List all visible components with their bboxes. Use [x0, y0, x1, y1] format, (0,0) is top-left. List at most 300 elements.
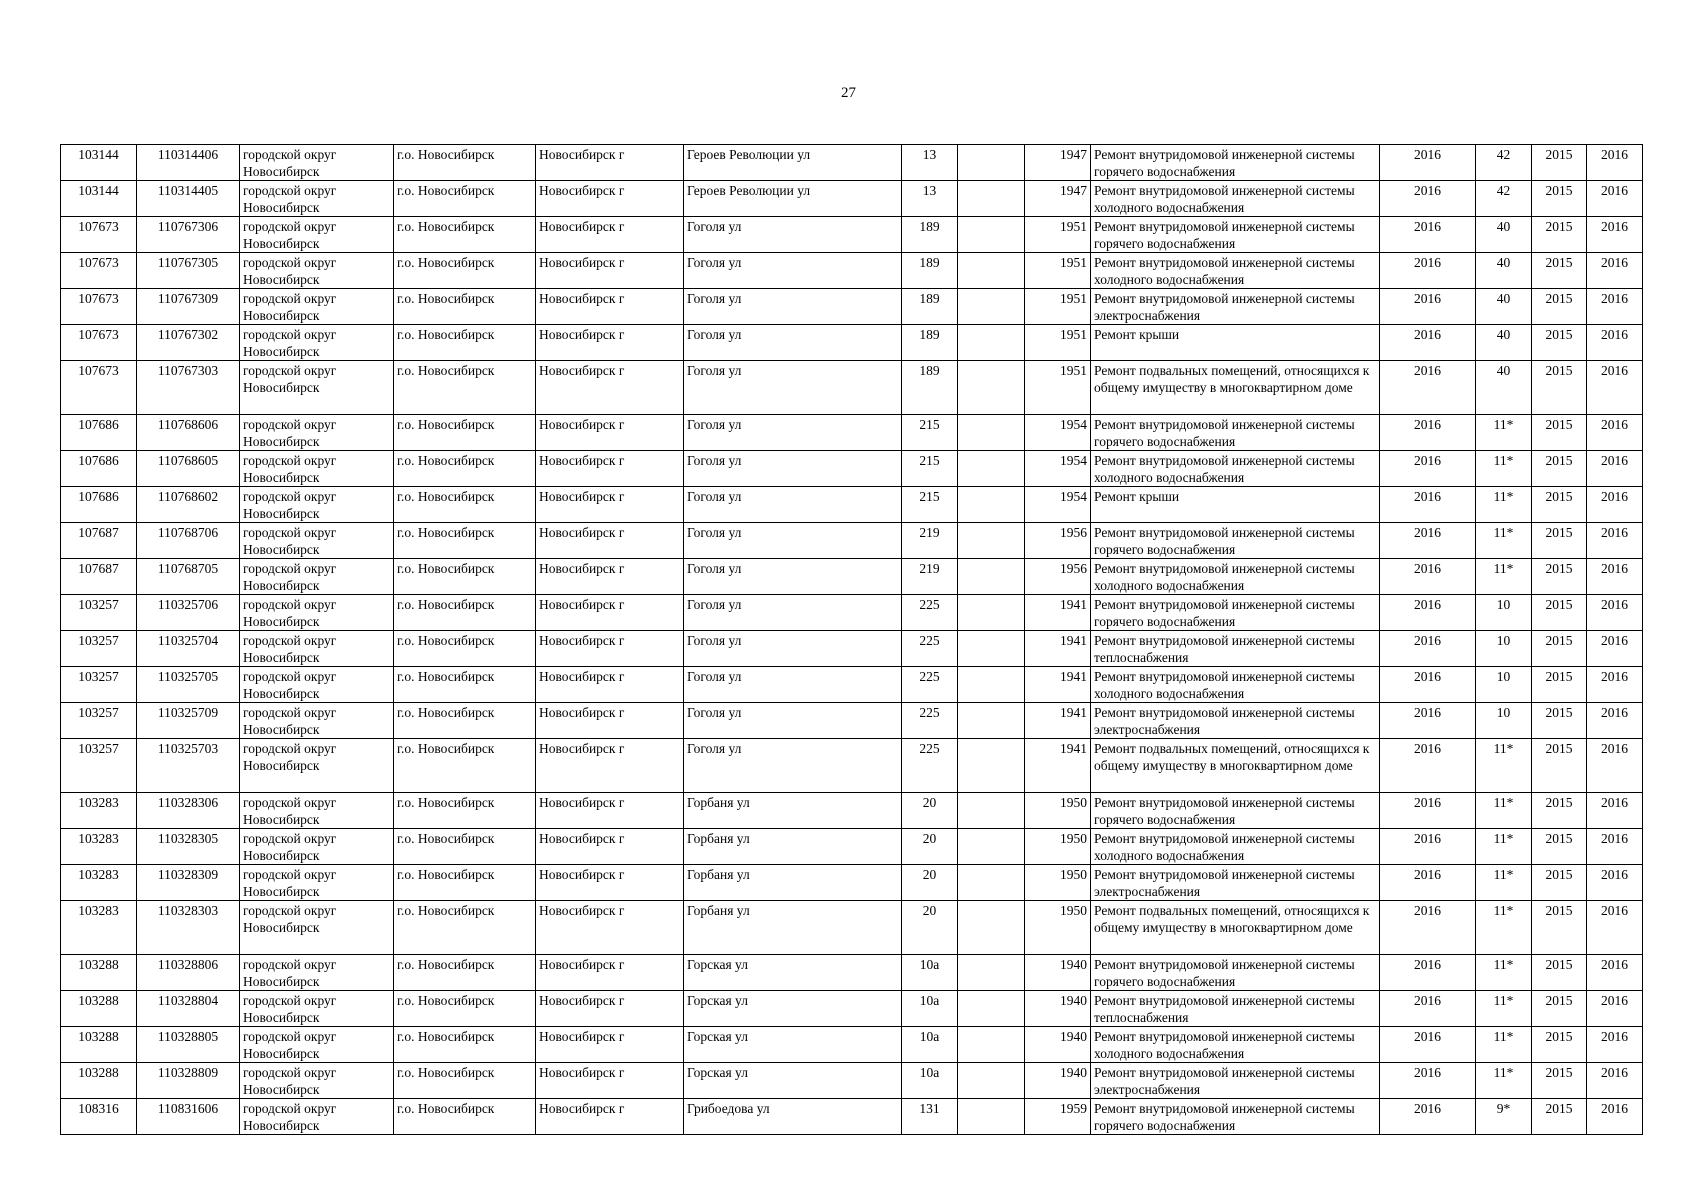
cell-year-built: 1950 [1025, 829, 1091, 865]
cell-wear-percent: 11* [1476, 991, 1532, 1027]
table-body [61, 145, 1643, 1135]
cell-work-type: Ремонт внутридомовой инженерной системы теплоснабжения [1091, 631, 1380, 667]
cell-work-type: Ремонт внутридомовой инженерной системы горячего водоснабжения [1091, 1099, 1380, 1135]
cell-record-id: 110325705 [137, 667, 240, 703]
cell-house-id: 103257 [61, 595, 137, 631]
cell-record-id: 110325704 [137, 631, 240, 667]
cell-house-number: 225 [902, 667, 958, 703]
cell-plan-year: 2016 [1380, 487, 1476, 523]
cell-wear-percent: 9* [1476, 1099, 1532, 1135]
cell-end-year: 2016 [1587, 361, 1643, 415]
cell-street: Гоголя ул [684, 523, 902, 559]
cell-house-id: 103283 [61, 865, 137, 901]
cell-plan-year: 2016 [1380, 631, 1476, 667]
cell-year-built: 1947 [1025, 145, 1091, 181]
cell-house-id: 107673 [61, 253, 137, 289]
cell-street: Горская ул [684, 991, 902, 1027]
cell-work-type: Ремонт внутридомовой инженерной системы электроснабжения [1091, 289, 1380, 325]
table-row [61, 667, 1643, 703]
table-row [61, 559, 1643, 595]
cell-settlement: г.о. Новосибирск [394, 217, 536, 253]
table-row [61, 595, 1643, 631]
cell-settlement: г.о. Новосибирск [394, 559, 536, 595]
cell-record-id: 110768706 [137, 523, 240, 559]
cell-city: Новосибирск г [536, 865, 684, 901]
cell-start-year: 2015 [1532, 523, 1587, 559]
cell-start-year: 2015 [1532, 793, 1587, 829]
cell-building [958, 955, 1025, 991]
cell-street: Гоголя ул [684, 559, 902, 595]
cell-wear-percent: 11* [1476, 901, 1532, 955]
cell-end-year: 2016 [1587, 865, 1643, 901]
cell-building [958, 487, 1025, 523]
cell-settlement: г.о. Новосибирск [394, 523, 536, 559]
cell-house-id: 103144 [61, 181, 137, 217]
table-row [61, 145, 1643, 181]
cell-end-year: 2016 [1587, 901, 1643, 955]
cell-start-year: 2015 [1532, 1063, 1587, 1099]
capital-repair-table [60, 144, 1643, 1135]
cell-building [958, 217, 1025, 253]
cell-wear-percent: 11* [1476, 829, 1532, 865]
cell-year-built: 1941 [1025, 739, 1091, 793]
cell-year-built: 1951 [1025, 217, 1091, 253]
table-row [61, 1099, 1643, 1135]
table-row [61, 487, 1643, 523]
cell-record-id: 110328305 [137, 829, 240, 865]
cell-house-number: 20 [902, 793, 958, 829]
cell-city: Новосибирск г [536, 667, 684, 703]
cell-wear-percent: 10 [1476, 667, 1532, 703]
cell-building [958, 631, 1025, 667]
cell-settlement: г.о. Новосибирск [394, 865, 536, 901]
cell-municipality: городской округ Новосибирск [240, 361, 394, 415]
cell-street: Горская ул [684, 955, 902, 991]
cell-end-year: 2016 [1587, 487, 1643, 523]
cell-plan-year: 2016 [1380, 703, 1476, 739]
cell-house-id: 103283 [61, 901, 137, 955]
cell-house-number: 225 [902, 703, 958, 739]
cell-work-type: Ремонт внутридомовой инженерной системы горячего водоснабжения [1091, 955, 1380, 991]
cell-house-number: 189 [902, 325, 958, 361]
cell-start-year: 2015 [1532, 1027, 1587, 1063]
cell-settlement: г.о. Новосибирск [394, 361, 536, 415]
cell-end-year: 2016 [1587, 559, 1643, 595]
table-row [61, 991, 1643, 1027]
cell-municipality: городской округ Новосибирск [240, 145, 394, 181]
cell-record-id: 110768605 [137, 451, 240, 487]
cell-year-built: 1956 [1025, 559, 1091, 595]
cell-settlement: г.о. Новосибирск [394, 181, 536, 217]
cell-city: Новосибирск г [536, 793, 684, 829]
cell-municipality: городской округ Новосибирск [240, 415, 394, 451]
cell-record-id: 110325703 [137, 739, 240, 793]
cell-house-number: 225 [902, 595, 958, 631]
table-row [61, 253, 1643, 289]
cell-wear-percent: 11* [1476, 1027, 1532, 1063]
cell-house-number: 20 [902, 829, 958, 865]
cell-record-id: 110767302 [137, 325, 240, 361]
cell-year-built: 1951 [1025, 325, 1091, 361]
cell-house-id: 107673 [61, 217, 137, 253]
cell-end-year: 2016 [1587, 451, 1643, 487]
cell-municipality: городской округ Новосибирск [240, 1099, 394, 1135]
cell-municipality: городской округ Новосибирск [240, 325, 394, 361]
cell-plan-year: 2016 [1380, 145, 1476, 181]
cell-street: Гоголя ул [684, 289, 902, 325]
cell-end-year: 2016 [1587, 325, 1643, 361]
cell-start-year: 2015 [1532, 991, 1587, 1027]
cell-settlement: г.о. Новосибирск [394, 991, 536, 1027]
cell-start-year: 2015 [1532, 253, 1587, 289]
cell-plan-year: 2016 [1380, 325, 1476, 361]
cell-building [958, 523, 1025, 559]
cell-wear-percent: 11* [1476, 559, 1532, 595]
cell-start-year: 2015 [1532, 325, 1587, 361]
cell-plan-year: 2016 [1380, 523, 1476, 559]
cell-municipality: городской округ Новосибирск [240, 181, 394, 217]
cell-end-year: 2016 [1587, 289, 1643, 325]
cell-municipality: городской округ Новосибирск [240, 1027, 394, 1063]
cell-start-year: 2015 [1532, 865, 1587, 901]
cell-wear-percent: 11* [1476, 451, 1532, 487]
cell-house-number: 225 [902, 739, 958, 793]
cell-wear-percent: 11* [1476, 793, 1532, 829]
cell-municipality: городской округ Новосибирск [240, 253, 394, 289]
cell-work-type: Ремонт внутридомовой инженерной системы горячего водоснабжения [1091, 595, 1380, 631]
cell-building [958, 991, 1025, 1027]
cell-year-built: 1951 [1025, 289, 1091, 325]
cell-record-id: 110328806 [137, 955, 240, 991]
cell-municipality: городской округ Новосибирск [240, 487, 394, 523]
cell-year-built: 1951 [1025, 361, 1091, 415]
cell-plan-year: 2016 [1380, 955, 1476, 991]
cell-year-built: 1941 [1025, 703, 1091, 739]
cell-record-id: 110328303 [137, 901, 240, 955]
cell-city: Новосибирск г [536, 1063, 684, 1099]
cell-start-year: 2015 [1532, 1099, 1587, 1135]
cell-record-id: 110768606 [137, 415, 240, 451]
cell-city: Новосибирск г [536, 487, 684, 523]
cell-start-year: 2015 [1532, 595, 1587, 631]
cell-street: Гоголя ул [684, 595, 902, 631]
cell-house-id: 107687 [61, 523, 137, 559]
cell-plan-year: 2016 [1380, 595, 1476, 631]
cell-start-year: 2015 [1532, 703, 1587, 739]
cell-settlement: г.о. Новосибирск [394, 1063, 536, 1099]
cell-street: Гоголя ул [684, 703, 902, 739]
cell-settlement: г.о. Новосибирск [394, 901, 536, 955]
cell-end-year: 2016 [1587, 631, 1643, 667]
cell-street: Гоголя ул [684, 415, 902, 451]
cell-house-id: 103288 [61, 955, 137, 991]
cell-work-type: Ремонт крыши [1091, 487, 1380, 523]
cell-year-built: 1954 [1025, 415, 1091, 451]
cell-year-built: 1950 [1025, 901, 1091, 955]
cell-plan-year: 2016 [1380, 739, 1476, 793]
cell-wear-percent: 40 [1476, 361, 1532, 415]
cell-work-type: Ремонт внутридомовой инженерной системы горячего водоснабжения [1091, 145, 1380, 181]
cell-house-number: 131 [902, 1099, 958, 1135]
cell-city: Новосибирск г [536, 181, 684, 217]
cell-settlement: г.о. Новосибирск [394, 667, 536, 703]
cell-city: Новосибирск г [536, 703, 684, 739]
cell-plan-year: 2016 [1380, 451, 1476, 487]
cell-city: Новосибирск г [536, 451, 684, 487]
cell-settlement: г.о. Новосибирск [394, 829, 536, 865]
cell-work-type: Ремонт внутридомовой инженерной системы холодного водоснабжения [1091, 181, 1380, 217]
cell-house-number: 215 [902, 415, 958, 451]
cell-house-id: 103257 [61, 739, 137, 793]
cell-settlement: г.о. Новосибирск [394, 739, 536, 793]
cell-building [958, 415, 1025, 451]
cell-record-id: 110768705 [137, 559, 240, 595]
cell-end-year: 2016 [1587, 1027, 1643, 1063]
cell-building [958, 181, 1025, 217]
cell-street: Горбаня ул [684, 793, 902, 829]
cell-record-id: 110328309 [137, 865, 240, 901]
cell-house-id: 103283 [61, 793, 137, 829]
cell-city: Новосибирск г [536, 739, 684, 793]
cell-building [958, 451, 1025, 487]
cell-street: Героев Революции ул [684, 145, 902, 181]
cell-street: Гоголя ул [684, 217, 902, 253]
table-row [61, 325, 1643, 361]
cell-year-built: 1941 [1025, 631, 1091, 667]
cell-street: Героев Революции ул [684, 181, 902, 217]
cell-street: Гоголя ул [684, 253, 902, 289]
cell-house-number: 10а [902, 1027, 958, 1063]
cell-record-id: 110314405 [137, 181, 240, 217]
cell-building [958, 667, 1025, 703]
cell-building [958, 289, 1025, 325]
table-row [61, 451, 1643, 487]
page-number: 27 [841, 85, 856, 101]
cell-work-type: Ремонт внутридомовой инженерной системы горячего водоснабжения [1091, 217, 1380, 253]
cell-house-number: 189 [902, 361, 958, 415]
cell-house-number: 219 [902, 559, 958, 595]
cell-plan-year: 2016 [1380, 559, 1476, 595]
cell-settlement: г.о. Новосибирск [394, 595, 536, 631]
cell-house-id: 103257 [61, 667, 137, 703]
cell-house-number: 215 [902, 451, 958, 487]
cell-plan-year: 2016 [1380, 667, 1476, 703]
cell-settlement: г.о. Новосибирск [394, 451, 536, 487]
cell-year-built: 1950 [1025, 793, 1091, 829]
cell-end-year: 2016 [1587, 667, 1643, 703]
table-row [61, 631, 1643, 667]
cell-plan-year: 2016 [1380, 415, 1476, 451]
cell-wear-percent: 42 [1476, 181, 1532, 217]
cell-year-built: 1947 [1025, 181, 1091, 217]
cell-municipality: городской округ Новосибирск [240, 739, 394, 793]
cell-building [958, 253, 1025, 289]
cell-house-id: 107686 [61, 415, 137, 451]
table-row [61, 1027, 1643, 1063]
cell-plan-year: 2016 [1380, 217, 1476, 253]
cell-record-id: 110328804 [137, 991, 240, 1027]
cell-wear-percent: 11* [1476, 739, 1532, 793]
table-row [61, 361, 1643, 415]
cell-record-id: 110325706 [137, 595, 240, 631]
cell-city: Новосибирск г [536, 361, 684, 415]
cell-house-number: 20 [902, 865, 958, 901]
cell-wear-percent: 40 [1476, 217, 1532, 253]
cell-plan-year: 2016 [1380, 901, 1476, 955]
cell-work-type: Ремонт внутридомовой инженерной системы горячего водоснабжения [1091, 793, 1380, 829]
cell-end-year: 2016 [1587, 991, 1643, 1027]
cell-building [958, 361, 1025, 415]
cell-house-id: 107673 [61, 325, 137, 361]
cell-plan-year: 2016 [1380, 991, 1476, 1027]
cell-year-built: 1941 [1025, 667, 1091, 703]
cell-record-id: 110767309 [137, 289, 240, 325]
cell-year-built: 1950 [1025, 865, 1091, 901]
cell-building [958, 1027, 1025, 1063]
cell-plan-year: 2016 [1380, 289, 1476, 325]
cell-house-id: 107673 [61, 361, 137, 415]
table-row [61, 829, 1643, 865]
cell-work-type: Ремонт внутридомовой инженерной системы электроснабжения [1091, 703, 1380, 739]
cell-building [958, 703, 1025, 739]
cell-municipality: городской округ Новосибирск [240, 865, 394, 901]
cell-work-type: Ремонт внутридомовой инженерной системы холодного водоснабжения [1091, 451, 1380, 487]
cell-start-year: 2015 [1532, 955, 1587, 991]
cell-city: Новосибирск г [536, 595, 684, 631]
cell-wear-percent: 10 [1476, 703, 1532, 739]
cell-record-id: 110767306 [137, 217, 240, 253]
cell-house-id: 103283 [61, 829, 137, 865]
cell-city: Новосибирск г [536, 145, 684, 181]
cell-street: Гоголя ул [684, 739, 902, 793]
cell-wear-percent: 42 [1476, 145, 1532, 181]
cell-start-year: 2015 [1532, 289, 1587, 325]
cell-year-built: 1941 [1025, 595, 1091, 631]
cell-plan-year: 2016 [1380, 865, 1476, 901]
cell-start-year: 2015 [1532, 181, 1587, 217]
cell-street: Гоголя ул [684, 487, 902, 523]
cell-house-id: 107673 [61, 289, 137, 325]
cell-start-year: 2015 [1532, 451, 1587, 487]
cell-city: Новосибирск г [536, 559, 684, 595]
cell-house-id: 103288 [61, 991, 137, 1027]
cell-work-type: Ремонт подвальных помещений, относящихся к общему имуществу в многоквартирном доме [1091, 361, 1380, 415]
cell-building [958, 865, 1025, 901]
cell-start-year: 2015 [1532, 361, 1587, 415]
cell-work-type: Ремонт внутридомовой инженерной системы холодного водоснабжения [1091, 559, 1380, 595]
cell-wear-percent: 11* [1476, 415, 1532, 451]
table-row [61, 523, 1643, 559]
cell-house-number: 20 [902, 901, 958, 955]
cell-work-type: Ремонт внутридомовой инженерной системы холодного водоснабжения [1091, 667, 1380, 703]
cell-city: Новосибирск г [536, 631, 684, 667]
cell-municipality: городской округ Новосибирск [240, 829, 394, 865]
cell-municipality: городской округ Новосибирск [240, 703, 394, 739]
cell-street: Гоголя ул [684, 667, 902, 703]
cell-end-year: 2016 [1587, 253, 1643, 289]
table-row [61, 865, 1643, 901]
cell-start-year: 2015 [1532, 415, 1587, 451]
cell-city: Новосибирск г [536, 415, 684, 451]
cell-city: Новосибирск г [536, 1099, 684, 1135]
table-row [61, 703, 1643, 739]
cell-house-number: 10а [902, 1063, 958, 1099]
cell-start-year: 2015 [1532, 217, 1587, 253]
cell-start-year: 2015 [1532, 739, 1587, 793]
cell-city: Новосибирск г [536, 523, 684, 559]
cell-end-year: 2016 [1587, 793, 1643, 829]
cell-end-year: 2016 [1587, 829, 1643, 865]
cell-plan-year: 2016 [1380, 1063, 1476, 1099]
cell-record-id: 110768602 [137, 487, 240, 523]
cell-plan-year: 2016 [1380, 829, 1476, 865]
cell-settlement: г.о. Новосибирск [394, 1099, 536, 1135]
cell-year-built: 1951 [1025, 253, 1091, 289]
cell-end-year: 2016 [1587, 523, 1643, 559]
cell-city: Новосибирск г [536, 1027, 684, 1063]
cell-year-built: 1940 [1025, 991, 1091, 1027]
cell-street: Горская ул [684, 1063, 902, 1099]
table-row [61, 217, 1643, 253]
cell-end-year: 2016 [1587, 595, 1643, 631]
cell-building [958, 901, 1025, 955]
table-row [61, 739, 1643, 793]
cell-start-year: 2015 [1532, 901, 1587, 955]
cell-municipality: городской округ Новосибирск [240, 523, 394, 559]
cell-street: Горбаня ул [684, 829, 902, 865]
cell-house-number: 10а [902, 955, 958, 991]
cell-street: Горбаня ул [684, 901, 902, 955]
cell-plan-year: 2016 [1380, 1099, 1476, 1135]
table-row [61, 955, 1643, 991]
cell-house-number: 189 [902, 289, 958, 325]
cell-work-type: Ремонт подвальных помещений, относящихся к общему имуществу в многоквартирном доме [1091, 901, 1380, 955]
cell-house-id: 107687 [61, 559, 137, 595]
cell-wear-percent: 10 [1476, 631, 1532, 667]
table-row [61, 181, 1643, 217]
cell-house-id: 108316 [61, 1099, 137, 1135]
cell-plan-year: 2016 [1380, 181, 1476, 217]
cell-year-built: 1940 [1025, 955, 1091, 991]
cell-end-year: 2016 [1587, 1063, 1643, 1099]
cell-settlement: г.о. Новосибирск [394, 1027, 536, 1063]
cell-record-id: 110767305 [137, 253, 240, 289]
cell-end-year: 2016 [1587, 181, 1643, 217]
cell-street: Горбаня ул [684, 865, 902, 901]
cell-year-built: 1959 [1025, 1099, 1091, 1135]
cell-wear-percent: 11* [1476, 1063, 1532, 1099]
table-row [61, 289, 1643, 325]
cell-start-year: 2015 [1532, 145, 1587, 181]
cell-wear-percent: 11* [1476, 487, 1532, 523]
cell-street: Гоголя ул [684, 631, 902, 667]
cell-settlement: г.о. Новосибирск [394, 703, 536, 739]
cell-municipality: городской округ Новосибирск [240, 955, 394, 991]
cell-house-number: 189 [902, 217, 958, 253]
cell-end-year: 2016 [1587, 217, 1643, 253]
cell-work-type: Ремонт крыши [1091, 325, 1380, 361]
cell-municipality: городской округ Новосибирск [240, 631, 394, 667]
cell-municipality: городской округ Новосибирск [240, 1063, 394, 1099]
cell-settlement: г.о. Новосибирск [394, 145, 536, 181]
cell-house-id: 103144 [61, 145, 137, 181]
cell-municipality: городской округ Новосибирск [240, 901, 394, 955]
cell-settlement: г.о. Новосибирск [394, 793, 536, 829]
table-row [61, 1063, 1643, 1099]
cell-building [958, 145, 1025, 181]
cell-settlement: г.о. Новосибирск [394, 253, 536, 289]
cell-start-year: 2015 [1532, 631, 1587, 667]
